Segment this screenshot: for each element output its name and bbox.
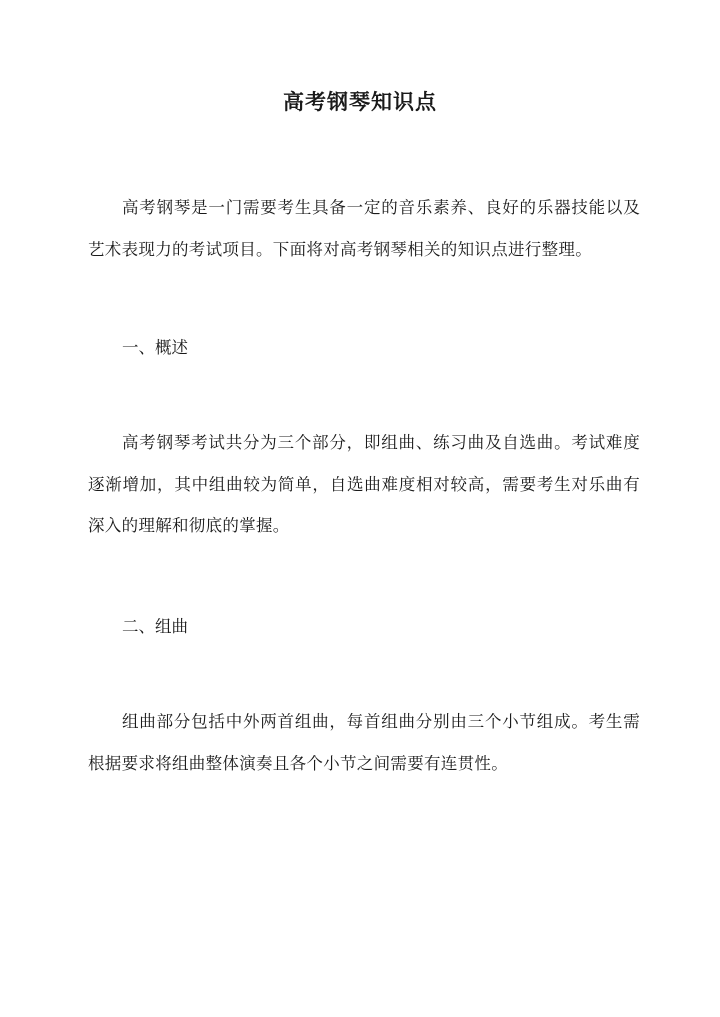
intro-paragraph: 高考钢琴是一门需要考生具备一定的音乐素养、良好的乐器技能以及艺术表现力的考试项目。下面将对高考钢琴相关的知识点进行整理。 [88, 198, 640, 259]
section-heading-suite: 二、组曲 [122, 617, 188, 636]
section-heading-overview: 一、概述 [122, 338, 188, 357]
document-title: 高考钢琴知识点 [283, 89, 437, 114]
section-paragraph-overview: 高考钢琴考试共分为三个部分，即组曲、练习曲及自选曲。考试难度逐渐增加，其中组曲较为简单，自选曲难度相对较高，需要考生对乐曲有深入的理解和彻底的掌握。 [88, 433, 640, 535]
section-paragraph-suite: 组曲部分包括中外两首组曲，每首组曲分别由三个小节组成。考生需根据要求将组曲整体演奏且各个小节之间需要有连贯性。 [88, 712, 640, 773]
